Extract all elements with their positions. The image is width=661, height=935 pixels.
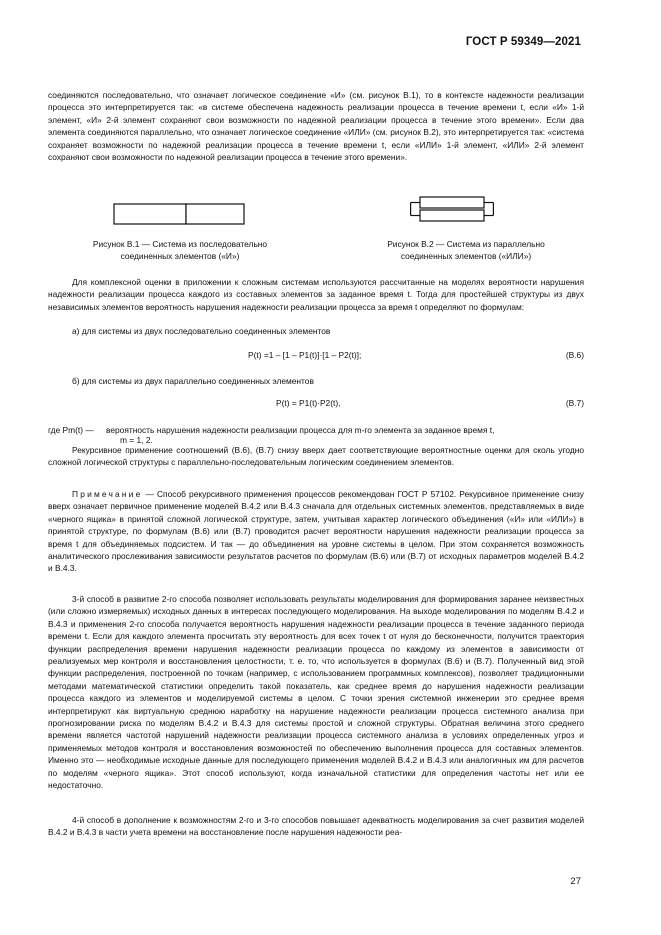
figure-1-caption <box>60 238 300 262</box>
recursive-application-paragraph: Рекурсивное применение соотношений (В.6), (В.7) снизу вверх дает соответствующие вероятностные оценки для сколь угодно сложной логической структуры с параллельно-последовательным логическим соединением элементов. <box>48 445 584 468</box>
list-item-b: б) для системы из двух параллельно соединенных элементов <box>72 376 314 386</box>
figure-1-caption-line-1: Рисунок В.1 — Система из последовательно <box>92 239 268 249</box>
where-definition: вероятность нарушения надежности реализации процесса для m-го элемента за заданное время t, <box>106 425 495 435</box>
note-label: Примечание <box>72 489 143 499</box>
page-number: 27 <box>570 876 581 887</box>
series-element-1 <box>114 204 186 224</box>
document-id-header: ГОСТ Р 59349—2021 <box>465 36 581 48</box>
list-item-a: а) для системы из двух последовательно соединенных элементов <box>72 326 331 336</box>
where-index-range: m = 1, 2. <box>120 435 153 446</box>
formula-b7-number: (В.7) <box>565 398 584 408</box>
parallel-connection-diagram <box>410 196 494 222</box>
parallel-element-1 <box>420 197 484 208</box>
series-connection-diagram <box>113 203 245 225</box>
complex-assessment-paragraph: Для комплексной оценки в приложении к сложным системам используются рассчитанные на моделях вероятности нарушения надежности реализации процесса каждого из составных элементов за заданное время t. Тогда для простейшей структуры из двух независимых элементов вероятность нарушения надежности реализации процесса за время t определяют по формулам: <box>48 277 584 312</box>
where-clause <box>48 424 584 445</box>
series-element-2 <box>186 204 244 224</box>
formula-b6-number: (В.6) <box>565 350 584 360</box>
note-paragraph <box>48 488 584 575</box>
parallel-element-2 <box>420 210 484 221</box>
figure-2-caption <box>346 238 586 262</box>
figure-2-caption-line-2: соединенных элементов («ИЛИ») <box>400 251 532 262</box>
note-text: — Способ рекурсивного применения процессов рекомендован ГОСТ Р 57102. Рекурсивное применение снизу вверх означает первичное применение моделей В.4.2 или В.4.3 сначала для отдельных системных элементов, представляемых в виде «черного ящика» в принятой сложной логической структуре, затем, учитывая характер логического объединения («И» или «ИЛИ») в принятой структуре, по формулам (В.6) или (В.7) проводится расчет вероятности нарушения надежности реализации процесса за время t для объединяемых подсистем. И так — до объединения на уровне системы в целом. При этом сохраняется возможность аналитического прослеживания зависимости результатов расчетов по формулам (В.6) или (В.7) от исходных параметров моделей В.4.2 и В.4.3. <box>48 489 584 574</box>
figure-1-caption-line-2: соединенных элементов («И») <box>120 251 240 262</box>
formula-b6: P(t) =1 – [1 – P1(t)]·[1 – P2(t)]; <box>248 350 362 360</box>
where-term: где Pm(t) — <box>48 425 94 435</box>
method-3-paragraph: 3-й способ в развитие 2-го способа позволяет использовать результаты моделирования для формирования заранее неизвестных (или сложно измеряемых) исходных данных в интересах последующего моделирования. На выходе моделирования по моделям В.4.2 и В.4.3 и применения 2-го способа получается вероятность нарушения надежности реализации процесса в течение заданного периода времени t. Если для каждого элемента просчитать эту вероятность для всех точек t от нуля до бесконечности, получится траектория функции распределения времени нарушения надежности реализации процесса по каждому из элементов в зависимости от реализуемых мер контроля и восстановления целостности, т. е. то, что используется в формулах (В.6) и (В.7). Полученный вид этой функции распределения, построенной по точкам (например, с использованием программных комплексов), позволяет традиционными методами математической статистики определить такой показатель, как среднее время до нарушения надежности реализации процесса каждого из элементов и моделируемой системы в целом. С точки зрения системной инженерии это среднее время интерпретируют как виртуальную среднюю наработку на нарушение надежности реализации процесса системного анализа при прогнозировании риска по моделям В.4.2 и В.4.3 для системы простой и сложной структуры. Обратная величина этого среднего времени является частотой нарушений надежности реализации процесса системного анализа в условиях определенных угроз и применяемых методов контроля и восстановления возможностей по обеспечению выполнения процесса для составных элементов. Именно это — необходимые исходные данные для последующего применения моделей В.4.2 и В.4.3 или аналогичных им для расчетов по моделям «черного ящика». Этот способ используют, когда изначальной статистики для определения частоты нет или ее недостаточно. <box>48 594 584 791</box>
method-4-paragraph: 4-й способ в дополнение к возможностям 2-го и 3-го способов повышает адекватность моделирования за счет развития моделей В.4.2 и В.4.3 в части учета времени на восстановление после нарушения надежности реа- <box>48 815 584 838</box>
formula-b7: P(t) = P1(t)·P2(t), <box>276 398 341 408</box>
figure-2-caption-line-1: Рисунок В.2 — Система из параллельно <box>387 239 545 249</box>
intro-paragraph: соединяются последовательно, что означает логическое соединение «И» (см. рисунок В.1), то в контексте надежности реализации процесса это интерпретируется так: «в системе обеспечена надежность реализации процесса в течение времени t, если «И» 1-й элемент, «И» 2-й элемент сохраняют свои возможности по надежной реализации процесса в течение этого времени». Если два элемента соединяются параллельно, что означает логическое соединение «ИЛИ» (см. рисунок В.2), это интерпретируется так: «система сохраняет возможности по надежной реализации процесса в течение времени t, если «ИЛИ» 1-й элемент, «ИЛИ» 2-й элемент сохраняют свои возможности по надежной реализации процесса в течение этого времени». <box>48 90 584 163</box>
